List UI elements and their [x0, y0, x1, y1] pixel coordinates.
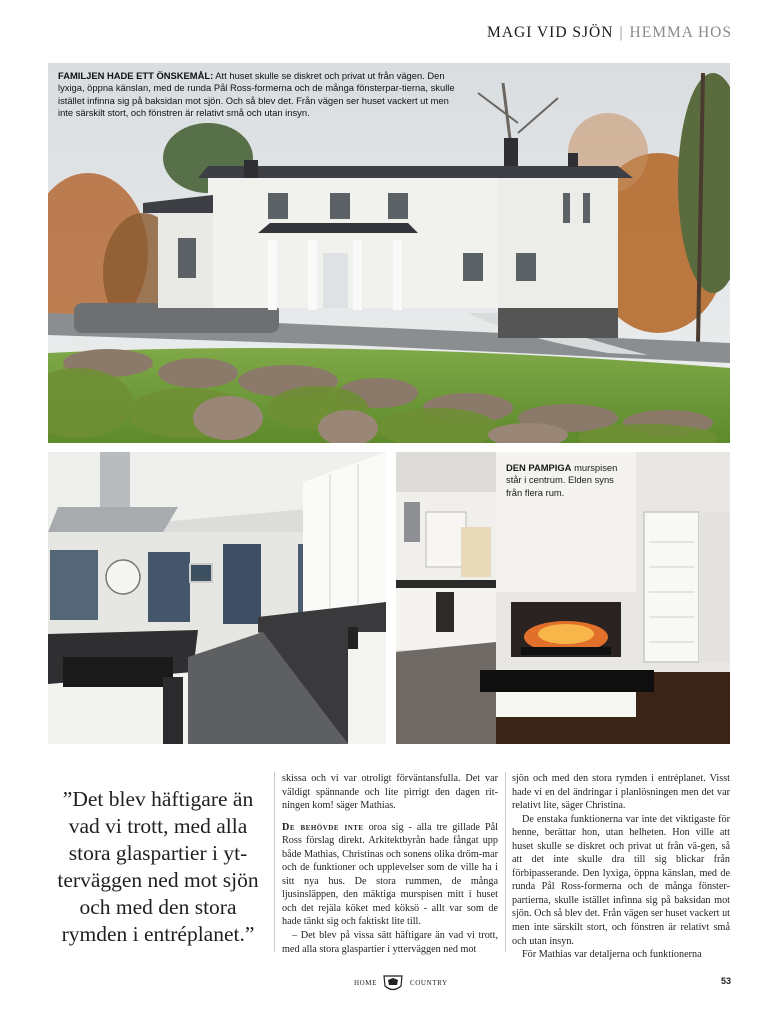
brand-name-left: HOME [354, 979, 378, 987]
caption-text: Att huset skulle se diskret och privat ut från vägen. Den lyxiga, öppna känslan, med de runda Pål Ross-formerna och de många fönsterpar-tierna, skulle istället infinna sig på baksidan mot sjön. Och så blev det. Från vägen ser huset vackert ut men inte särskilt stort, och fönstren är relativt små och utan insyn. [58, 70, 455, 119]
pull-quote: ”Det blev häftigare än vad vi trott, med alla stora glaspartier i yt-terväggen ned mot sjön och med den stora rymden i entréplanet.” [57, 787, 259, 946]
caption-text: murspisen står i centrum. Elden syns från flera rum. [506, 462, 618, 498]
paragraph-text: oroa sig - alla tre gillade Pål Ross förslag direkt. Arkitektbyrån hade fångat upp både Mathias, Christinas och sonens olika dröm-mar och de funktioner och upplevelser som de ville ha i sitt nya hus. De stora rummen, de många ljusinsläppen, den mäktiga murspisen mitt i huset och det rejäla köket med köksö - allt var som de hade tänkt sig och faktiskt lite till. [282, 821, 498, 928]
brand-crest-icon [381, 973, 405, 998]
paragraph: För Mathias var detaljerna och funktionerna [522, 949, 702, 961]
paragraph [282, 821, 498, 929]
page-footer [0, 975, 780, 995]
column-divider [505, 772, 506, 952]
paragraph: – Det blev på vissa sätt häftigare än vad vi trott, med alla stora glaspartier i ytterväggen ned mot [282, 930, 498, 955]
paragraph: skissa och vi var otroligt förväntansfulla. Det var väldigt spännande och lite pirrigt den dagen rit-ningen kom! säger Mathias. [282, 773, 498, 812]
body-column-2 [512, 772, 730, 962]
brand-name-right: COUNTRY [410, 979, 448, 987]
caption-lead: DEN PAMPIGA [506, 462, 572, 473]
section-subtitle: HEMMA HOS [629, 24, 732, 41]
section-title: MAGI VID SJÖN [487, 24, 614, 41]
paragraph: sjön och med den stora rymden i entréplanet. Visst hade vi en del ändringar i planlösningen men det var relativt lite, säger Christina. [512, 773, 730, 812]
body-column-1 [282, 772, 498, 956]
page-header [487, 24, 732, 42]
kitchen-photo [48, 452, 386, 744]
paragraph-lead: De behövde inte [282, 821, 364, 833]
paragraph: De enstaka funktionerna var inte det viktigaste för henne, berättar hon, utan helheten. Hon ville att huset skulle se diskret och privat ut från vä-gen, så att det inte skulle dra till sig blickar från förbipasserande. Den lyxiga, öppna känslan, med de runda Pål Ross-formerna och de många fönster-partierna, skulle istället infinna sig på baksidan mot sjön. Och så blev det. Från vägen ser huset vackert ut men inte särskilt stort, och fönstren är relativt små och utan insyn. [512, 813, 730, 947]
house-exterior-photo [48, 63, 730, 443]
column-divider [274, 772, 275, 952]
header-separator: | [619, 24, 624, 41]
page-number: 53 [720, 976, 731, 986]
caption-lead: FAMILJEN HADE ETT ÖNSKEMÅL: [58, 70, 214, 81]
fireplace-photo-caption [506, 462, 626, 499]
house-photo-caption [58, 70, 458, 120]
